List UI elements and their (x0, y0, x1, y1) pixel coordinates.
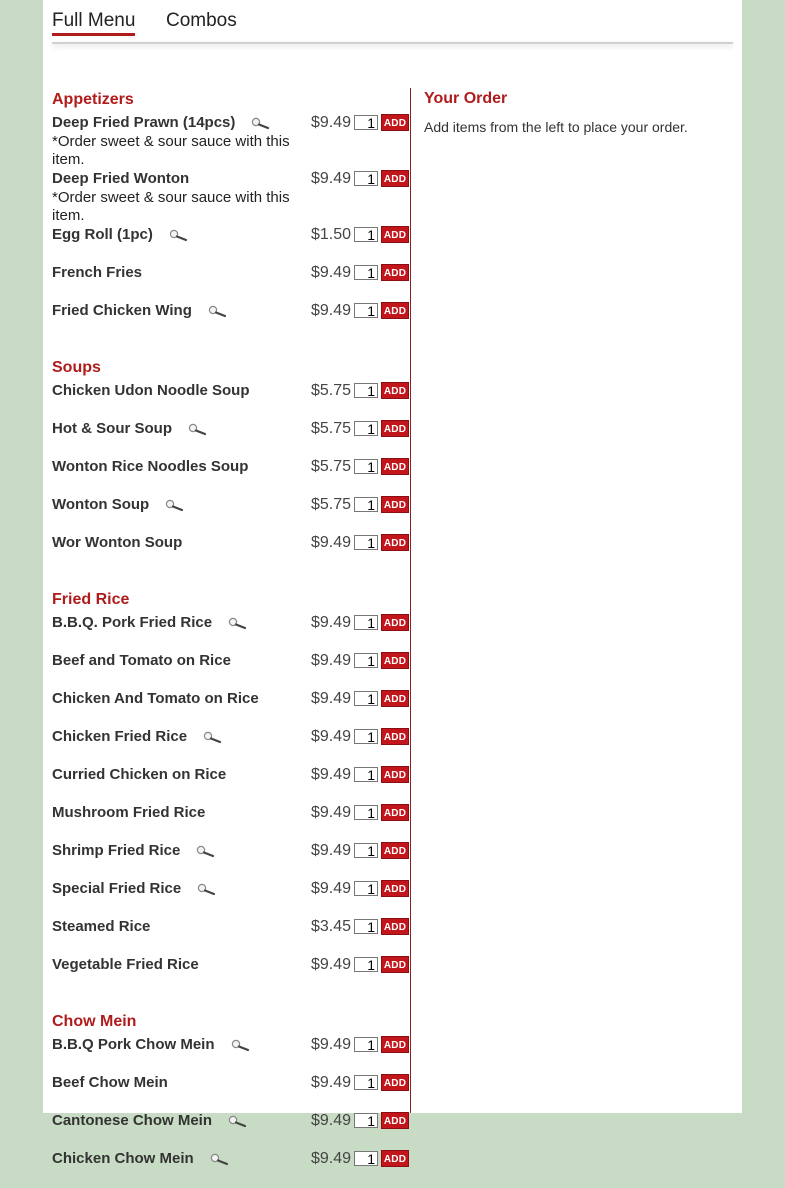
tab-divider (52, 42, 733, 44)
add-button[interactable]: ADD (381, 382, 409, 399)
item-name[interactable]: Deep Fried Wonton (52, 170, 190, 187)
menu-list (52, 88, 409, 1188)
menu-item (52, 652, 409, 690)
item-price: $9.49 (311, 880, 352, 897)
item-name[interactable]: Chicken Fried Rice (52, 728, 188, 745)
item-price: $5.75 (311, 458, 352, 475)
item-name[interactable]: Hot & Sour Soup (52, 420, 172, 437)
quantity-input[interactable] (354, 303, 378, 318)
item-price: $5.75 (311, 496, 352, 513)
add-button[interactable]: ADD (381, 226, 409, 243)
item-price: $9.49 (311, 114, 352, 131)
menu-item (52, 382, 409, 420)
add-button[interactable]: ADD (381, 1036, 409, 1053)
menu-item (52, 302, 409, 340)
add-button[interactable]: ADD (381, 534, 409, 551)
add-button[interactable]: ADD (381, 614, 409, 631)
item-price: $9.49 (311, 170, 352, 187)
add-button[interactable]: ADD (381, 264, 409, 281)
magnifier-icon[interactable] (228, 1114, 248, 1126)
item-name[interactable]: Vegetable Fried Rice (52, 956, 199, 973)
magnifier-icon[interactable] (203, 730, 223, 742)
item-name[interactable]: Fried Chicken Wing (52, 302, 192, 319)
quantity-input[interactable] (354, 265, 378, 280)
item-name[interactable]: French Fries (52, 264, 143, 281)
item-price: $9.49 (311, 690, 352, 707)
quantity-input[interactable] (354, 919, 378, 934)
menu-item (52, 264, 409, 302)
menu-item (52, 226, 409, 264)
quantity-input[interactable] (354, 729, 378, 744)
item-note: *Order sweet & sour sauce with this item. (52, 133, 290, 168)
item-price: $9.49 (311, 534, 352, 551)
item-name[interactable]: B.B.Q. Pork Fried Rice (52, 614, 213, 631)
menu-item (52, 690, 409, 728)
menu-item (52, 1074, 409, 1112)
add-button[interactable]: ADD (381, 842, 409, 859)
order-panel (424, 88, 724, 135)
item-price: $9.49 (311, 1036, 352, 1053)
magnifier-icon[interactable] (196, 844, 216, 856)
quantity-input[interactable] (354, 115, 378, 130)
item-price: $9.49 (311, 842, 352, 859)
menu-item (52, 842, 409, 880)
item-price: $9.49 (311, 956, 352, 973)
category-heading: Appetizers (52, 91, 134, 108)
menu-item (52, 420, 409, 458)
order-title: Your Order (424, 90, 508, 107)
add-button[interactable]: ADD (381, 114, 409, 131)
quantity-input[interactable] (354, 843, 378, 858)
item-name[interactable]: B.B.Q Pork Chow Mein (52, 1036, 215, 1053)
menu-item (52, 496, 409, 534)
magnifier-icon[interactable] (210, 1152, 230, 1164)
quantity-input[interactable] (354, 767, 378, 782)
item-price: $9.49 (311, 804, 352, 821)
add-button[interactable]: ADD (381, 804, 409, 821)
item-name[interactable]: Wonton Rice Noodles Soup (52, 458, 249, 475)
magnifier-icon[interactable] (208, 304, 228, 316)
add-button[interactable]: ADD (381, 302, 409, 319)
magnifier-icon[interactable] (188, 422, 208, 434)
menu-item (52, 1150, 409, 1188)
add-button[interactable]: ADD (381, 918, 409, 935)
item-price: $1.50 (311, 226, 352, 243)
quantity-input[interactable] (354, 459, 378, 474)
item-price: $9.49 (311, 1112, 352, 1129)
quantity-input[interactable] (354, 1113, 378, 1128)
menu-item (52, 1036, 409, 1074)
add-button[interactable]: ADD (381, 690, 409, 707)
magnifier-icon[interactable] (231, 1038, 251, 1050)
item-name[interactable]: Cantonese Chow Mein (52, 1112, 213, 1129)
tab-combos[interactable]: Combos (166, 10, 237, 31)
column-divider (410, 88, 411, 1113)
menu-item (52, 534, 409, 572)
item-note: *Order sweet & sour sauce with this item. (52, 189, 290, 224)
item-name[interactable]: Curried Chicken on Rice (52, 766, 227, 783)
add-button[interactable]: ADD (381, 956, 409, 973)
menu-item (52, 114, 409, 170)
quantity-input[interactable] (354, 535, 378, 550)
menu-item (52, 458, 409, 496)
quantity-input[interactable] (354, 805, 378, 820)
menu-item (52, 170, 409, 226)
menu-page (43, 0, 742, 1167)
add-button[interactable]: ADD (381, 458, 409, 475)
quantity-input[interactable] (354, 653, 378, 668)
add-button[interactable]: ADD (381, 1112, 409, 1129)
quantity-input[interactable] (354, 497, 378, 512)
menu-item (52, 804, 409, 842)
quantity-input[interactable] (354, 227, 378, 242)
tab-full-menu[interactable]: Full Menu (52, 10, 135, 36)
quantity-input[interactable] (354, 171, 378, 186)
quantity-input[interactable] (354, 421, 378, 436)
category-heading: Fried Rice (52, 591, 130, 608)
quantity-input[interactable] (354, 957, 378, 972)
item-name[interactable]: Deep Fried Prawn (14pcs) (52, 114, 236, 131)
item-name[interactable]: Wor Wonton Soup (52, 534, 183, 551)
item-name[interactable]: Shrimp Fried Rice (52, 842, 181, 859)
quantity-input[interactable] (354, 1075, 378, 1090)
quantity-input[interactable] (354, 691, 378, 706)
add-button[interactable]: ADD (381, 496, 409, 513)
item-price: $3.45 (311, 918, 352, 935)
add-button[interactable]: ADD (381, 728, 409, 745)
item-price: $9.49 (311, 766, 352, 783)
menu-item (52, 956, 409, 994)
item-name[interactable]: Wonton Soup (52, 496, 150, 513)
quantity-input[interactable] (354, 1037, 378, 1052)
add-button[interactable]: ADD (381, 766, 409, 783)
item-name[interactable]: Beef and Tomato on Rice (52, 652, 231, 669)
item-price: $9.49 (311, 264, 352, 281)
add-button[interactable]: ADD (381, 420, 409, 437)
item-price: $5.75 (311, 382, 352, 399)
add-button[interactable]: ADD (381, 170, 409, 187)
menu-item (52, 728, 409, 766)
add-button[interactable]: ADD (381, 1150, 409, 1167)
category-heading: Chow Mein (52, 1013, 137, 1030)
magnifier-icon[interactable] (251, 116, 271, 128)
add-button[interactable]: ADD (381, 1074, 409, 1091)
menu-item (52, 1112, 409, 1150)
item-price: $9.49 (311, 1150, 352, 1167)
item-price: $9.49 (311, 1074, 352, 1091)
item-price: $9.49 (311, 614, 352, 631)
quantity-input[interactable] (354, 881, 378, 896)
magnifier-icon[interactable] (228, 616, 248, 628)
item-name[interactable]: Beef Chow Mein (52, 1074, 168, 1091)
item-price: $9.49 (311, 728, 352, 745)
item-name[interactable]: Chicken And Tomato on Rice (52, 690, 259, 707)
add-button[interactable]: ADD (381, 880, 409, 897)
add-button[interactable]: ADD (381, 652, 409, 669)
magnifier-icon[interactable] (197, 882, 217, 894)
magnifier-icon[interactable] (169, 228, 189, 240)
item-name[interactable]: Steamed Rice (52, 918, 151, 935)
quantity-input[interactable] (354, 615, 378, 630)
item-name[interactable]: Egg Roll (1pc) (52, 226, 153, 243)
item-name[interactable]: Chicken Udon Noodle Soup (52, 382, 250, 399)
item-name[interactable]: Special Fried Rice (52, 880, 182, 897)
menu-item (52, 614, 409, 652)
item-price: $5.75 (311, 420, 352, 437)
item-name[interactable]: Mushroom Fried Rice (52, 804, 206, 821)
quantity-input[interactable] (354, 383, 378, 398)
item-price: $9.49 (311, 652, 352, 669)
menu-item (52, 766, 409, 804)
menu-item (52, 880, 409, 918)
menu-item (52, 918, 409, 956)
item-name[interactable]: Chicken Chow Mein (52, 1150, 194, 1167)
item-price: $9.49 (311, 302, 352, 319)
order-empty-text: Add items from the left to place your order. (424, 119, 688, 135)
category-heading: Soups (52, 359, 101, 376)
quantity-input[interactable] (354, 1151, 378, 1166)
magnifier-icon[interactable] (165, 498, 185, 510)
